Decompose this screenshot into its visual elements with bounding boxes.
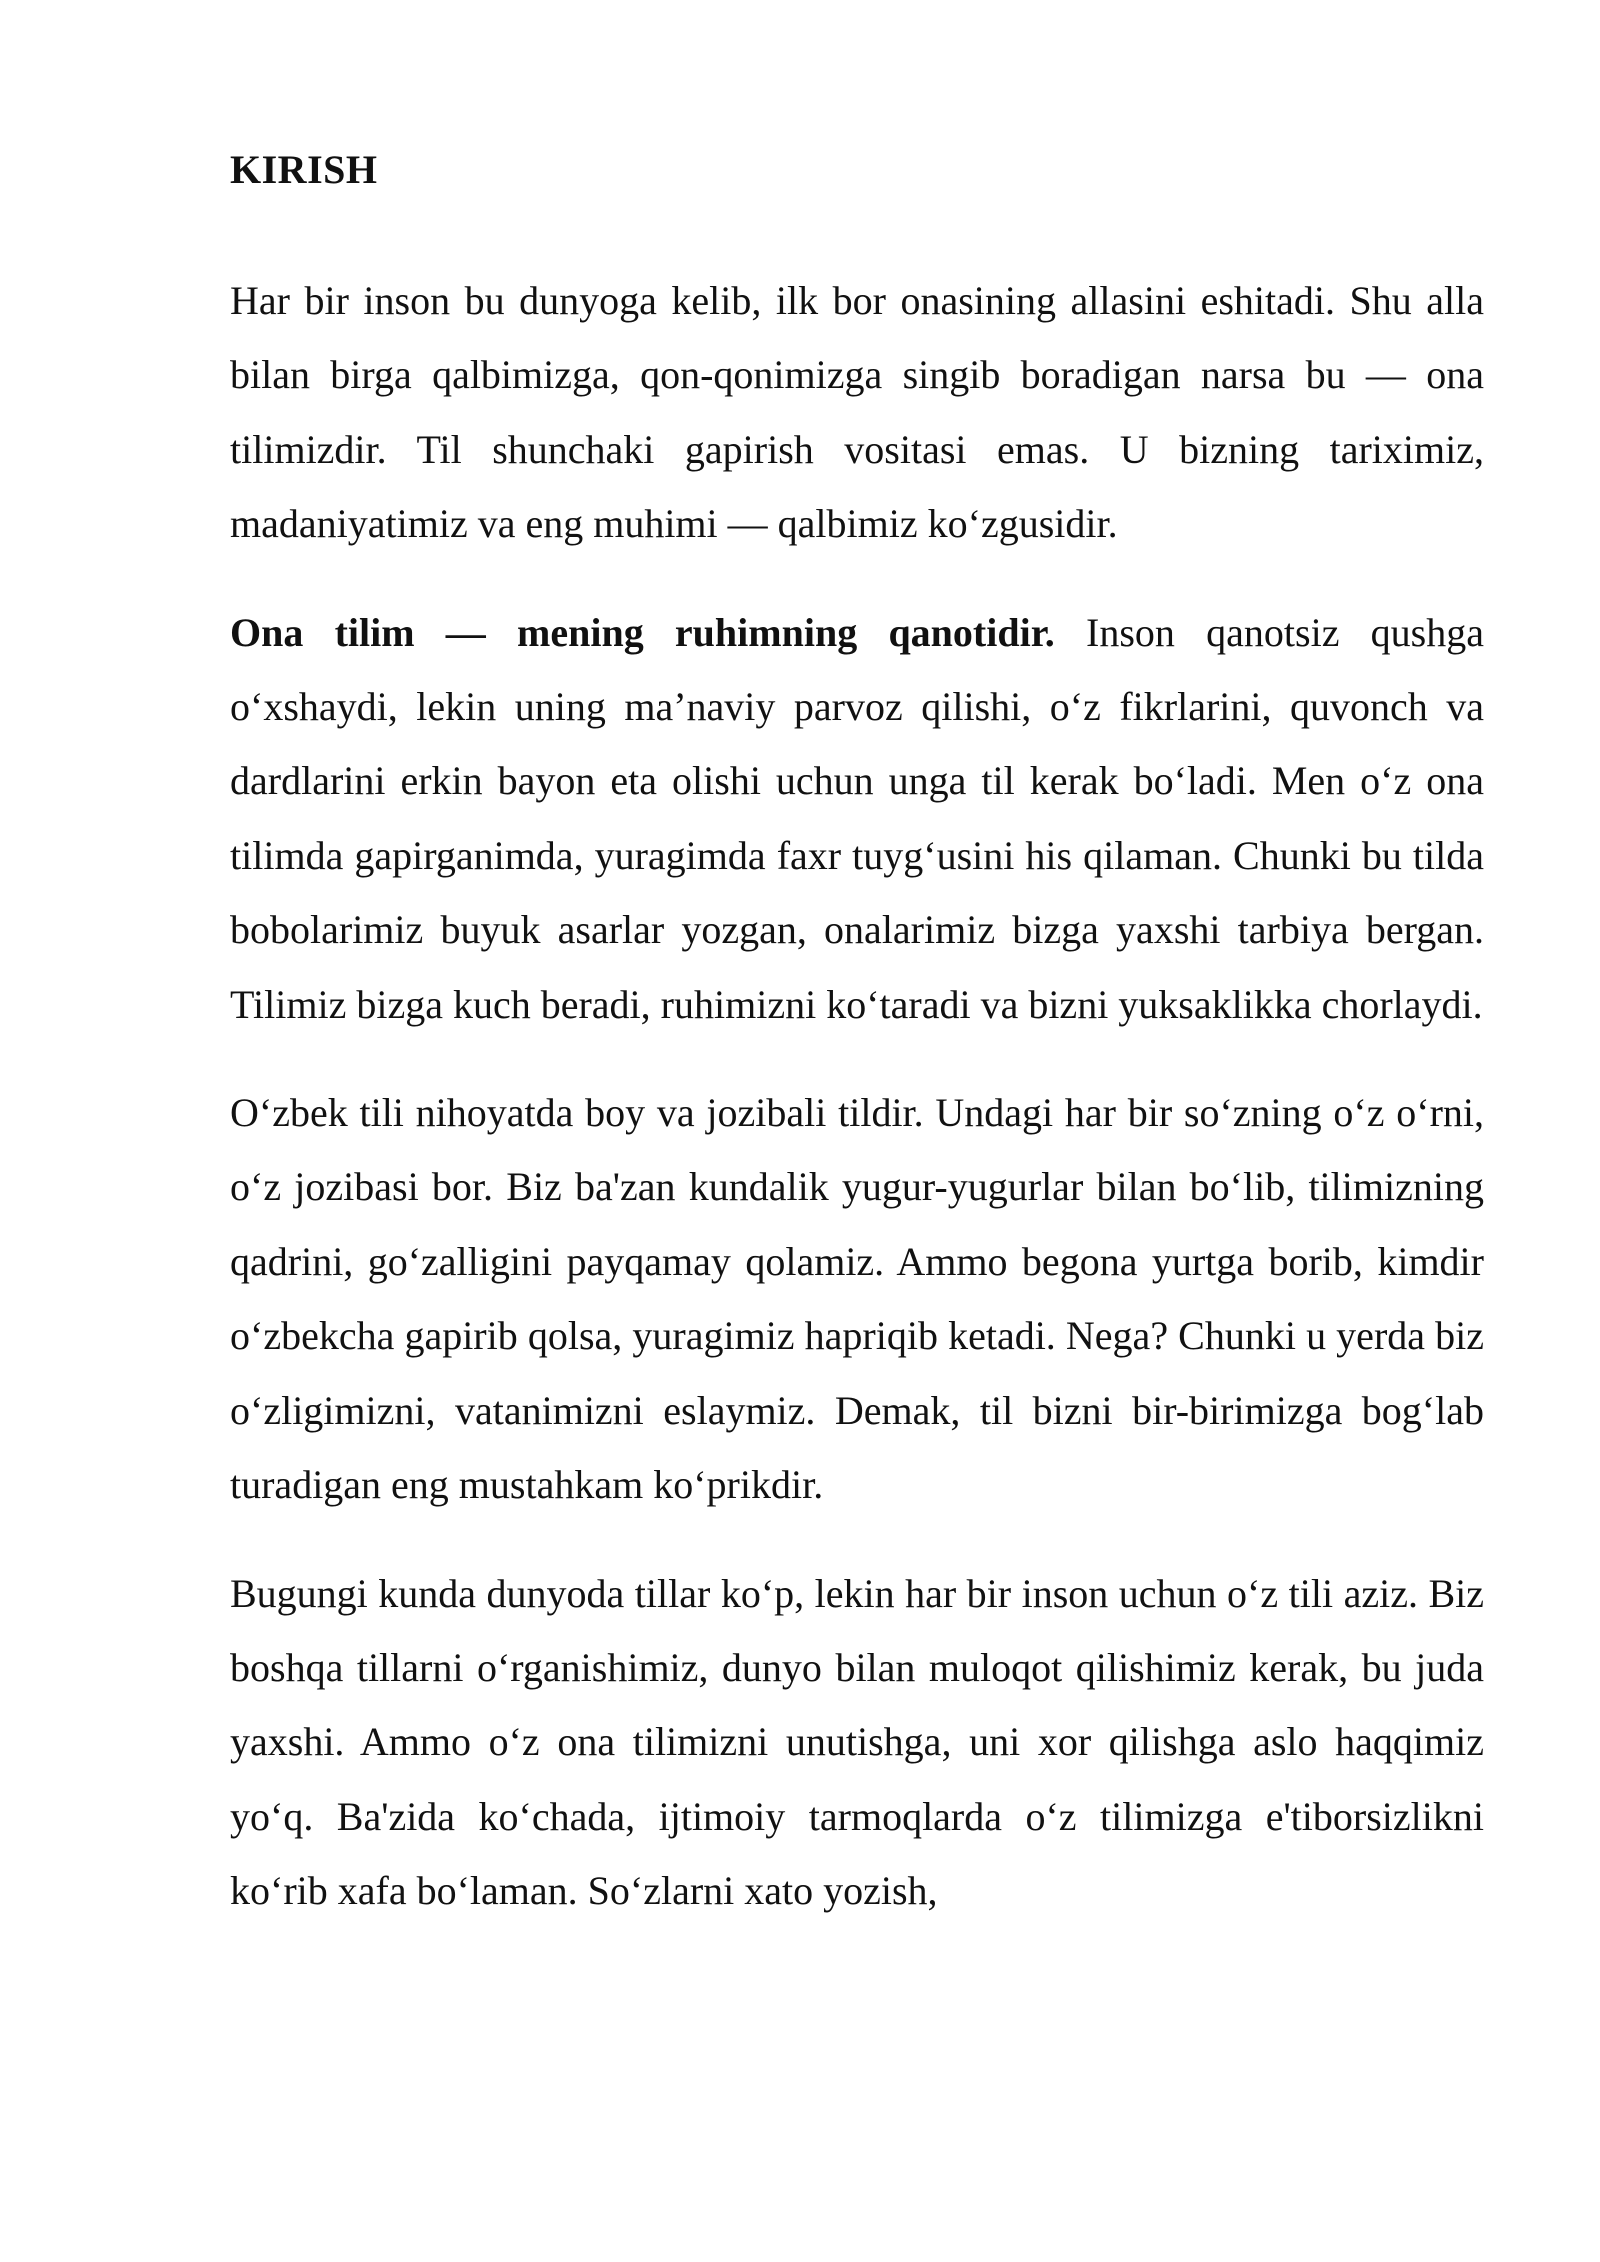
section-heading: KIRISH [230,147,378,192]
paragraph-text: Inson qanotsiz qushga o‘xshaydi, lekin uning ma’naviy parvoz qilishi, o‘z fikrlarini, quvonch va dardlarini erkin bayon eta olishi uchun unga til kerak bo‘ladi. Men o‘z ona tilimda gapirganimda, yuragimda faxr tuyg‘usini his qilaman. Chunki bu tilda bobolarimiz buyuk asarlar yozgan, onalarimiz bizga yaxshi tarbiya bergan. Tilimiz bizga kuch beradi, ruhimizni ko‘taradi va bizni yuksaklikka chorlaydi. [230,609,1484,1027]
paragraph-4 [230,1557,1484,1929]
paragraph-text: Har bir inson bu dunyoga kelib, ilk bor onasining allasini eshitadi. Shu alla bilan birga qalbimizga, qon-qonimizga singib boradigan narsa bu — ona tilimizdir. Til shunchaki gapirish vositasi emas. U bizning tariximiz, madaniyatimiz va eng muhimi — qalbimiz ko‘zgusidir. [230,278,1484,547]
paragraph-text: Bugungi kunda dunyoda tillar ko‘p, lekin har bir inson uchun o‘z tili aziz. Biz boshqa tillarni o‘rganishimiz, dunyo bilan muloqot qilishimiz kerak, bu juda yaxshi. Ammo o‘z ona tilimizni unutishga, uni xor qilishga aslo haqqimiz yo‘q. Ba'zida ko‘chada, ijtimoiy tarmoqlarda o‘z tilimizga e'tiborsizlikni ko‘rib xafa bo‘laman. So‘zlarni xato yozish, [230,1570,1484,1914]
paragraph-2 [230,596,1484,1042]
paragraph-1 [230,264,1484,562]
paragraph-lead-bold: Ona tilim — mening ruhimning qanotidir. [230,609,1055,655]
paragraph-text: O‘zbek tili nihoyatda boy va jozibali tildir. Undagi har bir so‘zning o‘z o‘rni, o‘z jozibasi bor. Biz ba'zan kundalik yugur-yugurlar bilan bo‘lib, tilimizning qadrini, go‘zalligini payqamay qolamiz. Ammo begona yurtga borib, kimdir o‘zbekcha gapirib qolsa, yuragimiz hapriqib ketadi. Nega? Chunki u yerda biz o‘zligimizni, vatanimizni eslaymiz. Demak, til bizni bir-birimizga bog‘lab turadigan eng mustahkam ko‘prikdir. [230,1090,1484,1508]
paragraph-3 [230,1076,1484,1522]
